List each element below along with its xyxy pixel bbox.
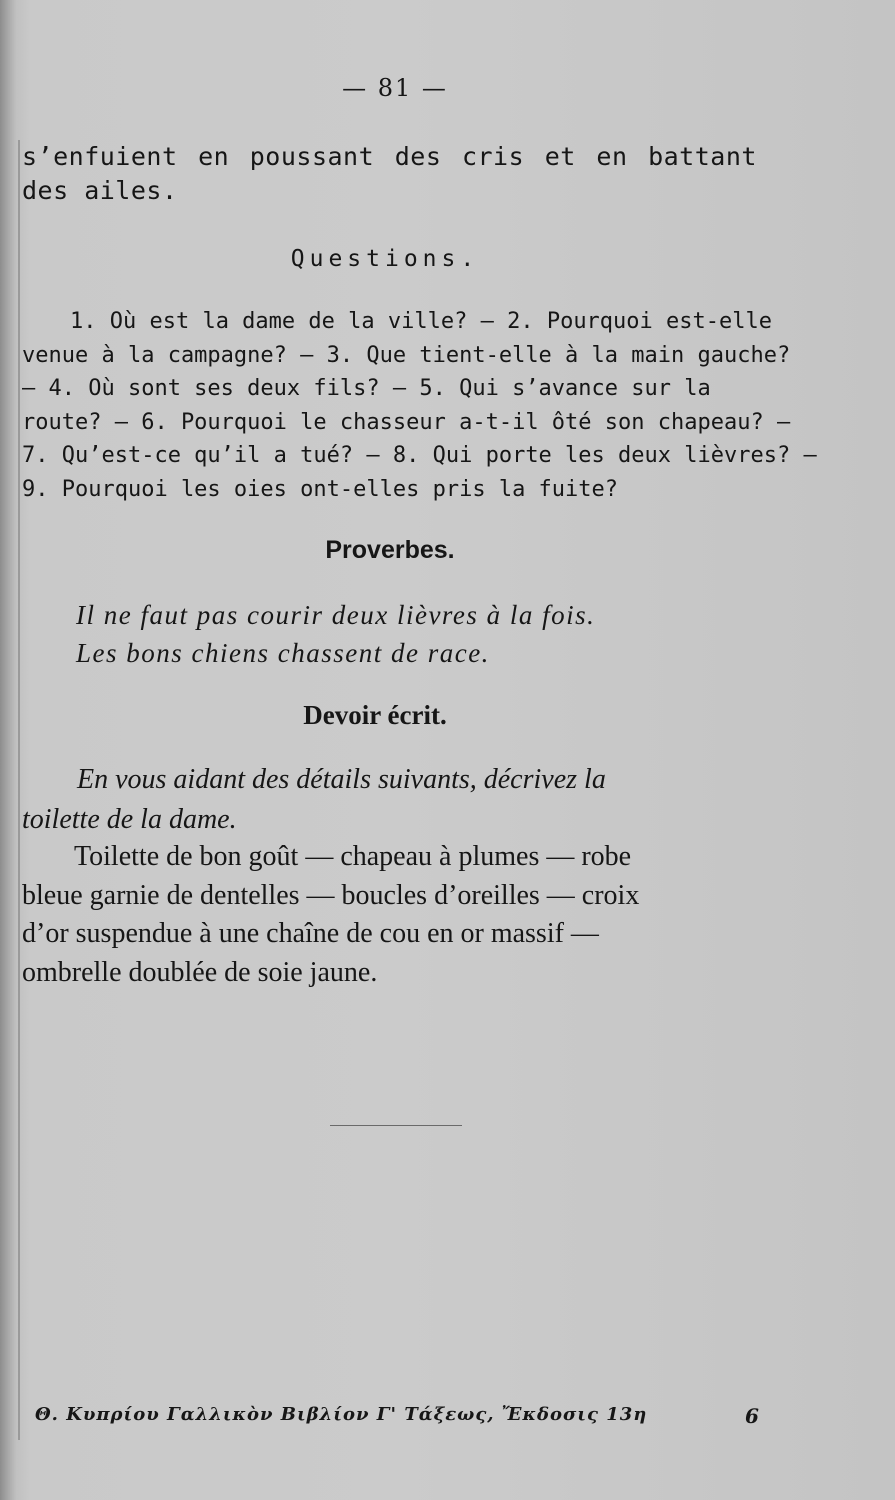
details-line: d’or suspendue à une chaîne de cou en or massif — bbox=[22, 918, 599, 949]
section-end-rule bbox=[330, 1125, 462, 1126]
intro-word: battant bbox=[648, 142, 757, 171]
devoir-instructions bbox=[22, 760, 757, 840]
proverbs-list bbox=[76, 596, 595, 672]
questions-list bbox=[22, 305, 817, 506]
intro-word: poussant bbox=[249, 142, 375, 171]
details-line: bleue garnie de dentelles — boucles d’oreilles — croix bbox=[22, 879, 640, 911]
footer-imprint: Θ. Κυπρίου Γαλλικὸν Βιβλίον Γ' Τάξεως, Ἔκδοσις 13η bbox=[35, 1404, 648, 1425]
devoir-heading: Devoir écrit. bbox=[303, 700, 447, 730]
question-line: venue à la campagne? — 3. Que tient-elle à la main gauche? bbox=[22, 342, 791, 368]
intro-line-2: des ailes. bbox=[22, 176, 178, 205]
question-line: 9. Pourquoi les oies ont-elles pris la fuite? bbox=[22, 476, 619, 502]
intro-word: cris bbox=[461, 142, 525, 171]
intro-word: en bbox=[198, 142, 230, 171]
intro-word: en bbox=[596, 142, 628, 171]
page-number: — 81 — bbox=[342, 74, 448, 102]
instruction-line: toilette de la dame. bbox=[22, 804, 237, 835]
question-line: 1. Où est la dame de la ville? — 2. Pourquoi est-elle bbox=[70, 309, 772, 334]
proverb-line: Il ne faut pas courir deux lièvres à la fois. bbox=[76, 600, 596, 630]
signature-mark: 6 bbox=[745, 1404, 759, 1428]
instruction-line: En vous aidant des détails suivants, décrivez la bbox=[77, 764, 606, 795]
intro-word: et bbox=[544, 142, 576, 171]
proverbs-heading: Proverbes. bbox=[325, 536, 455, 564]
intro-word: des bbox=[394, 142, 442, 171]
intro-word: s’enfuient bbox=[22, 142, 178, 171]
page-margin-line bbox=[18, 140, 20, 1440]
question-line: — 4. Où sont ses deux fils? — 5. Qui s’avance sur la bbox=[22, 376, 711, 401]
question-line: 7. Qu’est-ce qu’il a tué? — 8. Qui porte les deux lièvres? — bbox=[22, 443, 817, 468]
proverb-line: Les bons chiens chassent de race. bbox=[76, 638, 490, 668]
details-line: Toilette de bon goût — chapeau à plumes — robe bbox=[74, 841, 632, 872]
questions-heading: Questions. bbox=[290, 246, 480, 272]
question-line: route? — 6. Pourquoi le chasseur a-t-il ôté son chapeau? — bbox=[22, 409, 791, 435]
intro-line-1 bbox=[22, 140, 757, 174]
devoir-details bbox=[22, 838, 757, 992]
page-binding-edge bbox=[0, 0, 16, 1500]
intro-paragraph bbox=[22, 140, 757, 208]
details-line: ombrelle doublée de soie jaune. bbox=[22, 956, 378, 988]
